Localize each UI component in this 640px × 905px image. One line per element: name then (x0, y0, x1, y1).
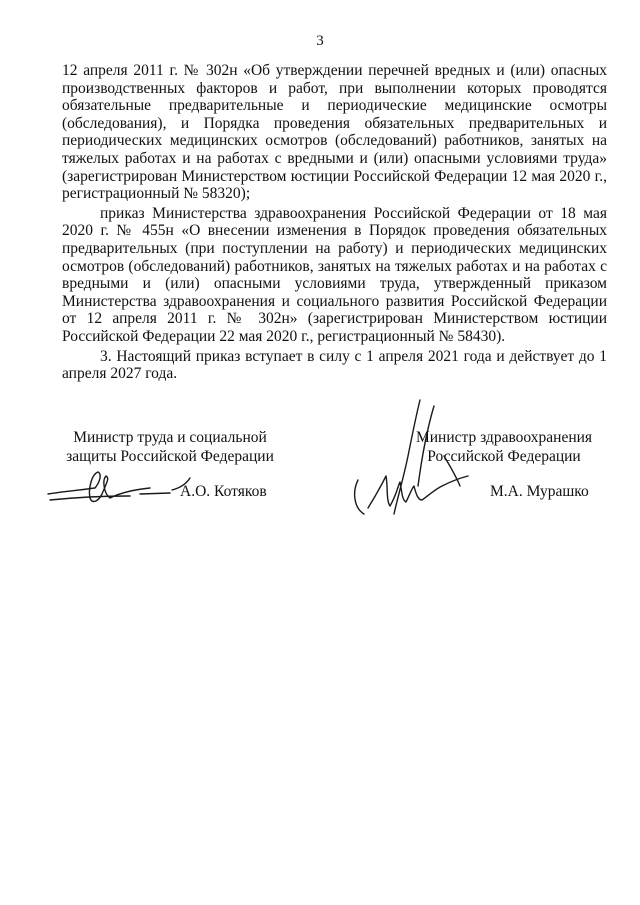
right-title-line1: Министр здравоохранения (415, 429, 593, 446)
document-body (62, 62, 607, 383)
left-signatory-title (60, 428, 280, 466)
left-handwritten-signature (40, 464, 200, 512)
left-title-line1: Министр труда и социальной (73, 429, 267, 446)
paragraph-effective-date: 3. Настоящий приказ вступает в силу с 1 апреля 2021 года и действует до 1 апреля 2027 года. (62, 347, 607, 383)
right-signatory-name: М.А. Мурашко (490, 483, 589, 500)
page-number: 3 (316, 33, 324, 49)
left-title-line2: защиты Российской Федерации (66, 448, 274, 465)
paragraph-order-455n: приказ Министерства здравоохранения Российской Федерации от 18 мая 2020 г. № 455н «О внесении изменения в Порядок проведения обязательных предварительных (при поступлении на работу) и периодических медицинских осмотров (обследований) работников, занятых на тяжелых работах и на работах с вредными и (или) опасными условиями труда, утвержденный приказом Министерства здравоохранения и социального развития Российской Федерации от 12 апреля 2011 г. № 302н» (зарегистрирован Министерством юстиции Российской Федерации 22 мая 2020 г., регистрационный № 58430). (62, 204, 607, 345)
paragraph-continuation: 12 апреля 2011 г. № 302н «Об утверждении перечней вредных и (или) опасных производственных факторов и работ, при выполнении которых проводятся обязательные предварительные и периодические медицинские осмотры (обследования), и Порядка проведения обязательных предварительных и периодических медицинских осмотров (обследований) работников, занятых на тяжелых работах и на работах с вредными и (или) опасными условиями труда» (зарегистрирован Министерством юстиции Российской Федерации 12 мая 2020 г., регистрационный № 58320); (62, 62, 607, 203)
right-handwritten-signature (338, 396, 498, 526)
right-title-line2: Российской Федерации (427, 448, 581, 465)
left-signatory-name: А.О. Котяков (180, 483, 267, 500)
